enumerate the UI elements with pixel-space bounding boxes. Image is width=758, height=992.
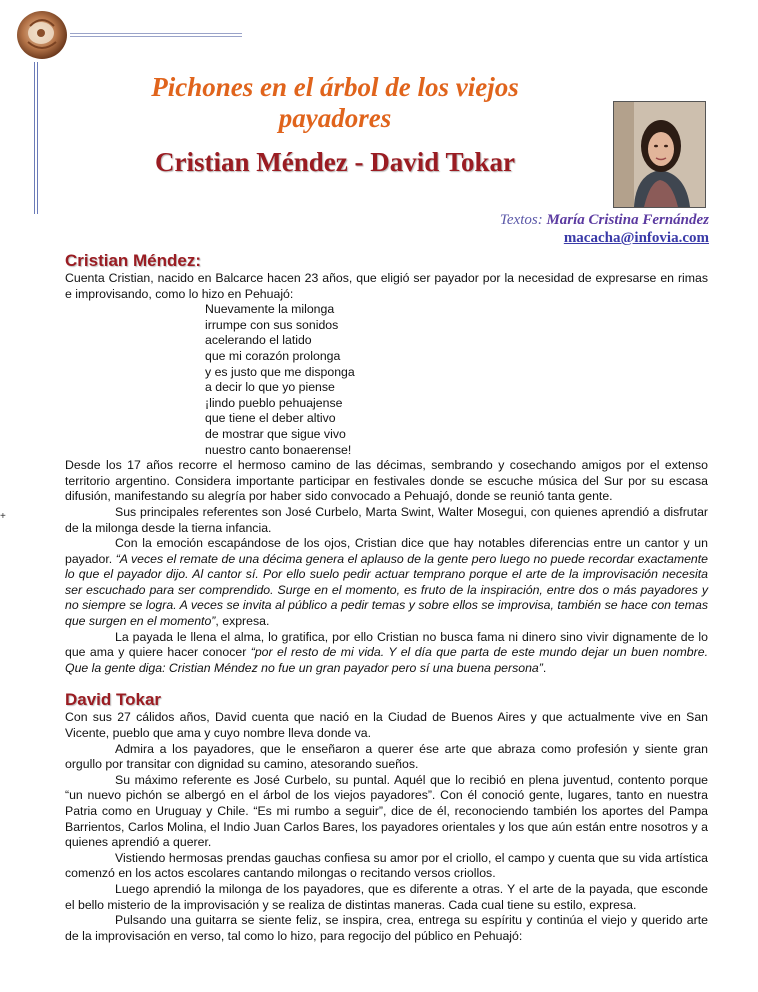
header-rule: [70, 36, 242, 37]
paragraph: Sus principales referentes son José Curbelo, Marta Swint, Walter Mosegui, con quienes aprendió a disfrutar de la milonga desde la tierna infancia.: [65, 504, 708, 535]
paragraph: Admira a los payadores, que le enseñaron a querer ése arte que abraza como profesión y siente gran orgullo por transitar con dignidad su camino, atesorando sueños.: [65, 741, 708, 772]
poem-line: de mostrar que sigue vivo: [205, 426, 346, 441]
paragraph: Luego aprendió la milonga de los payadores, que es diferente a otras. Y el arte de la payada, que esconde el bello misterio de la improvisación y se realiza de distintas maneras. Cada cual tiene su estilo, expresa.: [65, 881, 708, 912]
paragraph: Desde los 17 años recorre el hermoso camino de las décimas, sembrando y cosechando amigos por el extenso territorio argentino. Considera importante participar en festivales donde se escuche música del Sur por su escasa difusión, manifestando su alegría por haber sido convocado a Pehuajó, donde se reunió tanta gente.: [65, 458, 708, 504]
paragraph: Pulsando una guitarra se siente feliz, se inspira, crea, entrega su espíritu y continúa el viejo y querido arte de la improvisación en verso, tal como lo hizo, para regocijo del público en Pehuajó:: [65, 913, 708, 943]
paragraph: Con sus 27 cálidos años, David cuenta que nació en la Ciudad de Buenos Aires y que actualmente vive en San Vicente, pueblo que ama y cuyo nombre lleva donde va.: [65, 710, 708, 741]
poem-line: acelerando el latido: [205, 333, 312, 348]
author-portrait-icon: [614, 102, 705, 207]
poem-line: que mi corazón prolonga: [205, 348, 341, 363]
margin-rule: [34, 62, 35, 214]
paragraph: [65, 536, 708, 630]
paragraph: [65, 630, 708, 677]
text-run: , expresa.: [215, 614, 270, 629]
section-heading-david: David Tokar: [65, 690, 162, 710]
section-heading-cristian: Cristian Méndez:: [65, 251, 202, 270]
poem-line: irrumpe con sus sonidos: [205, 317, 339, 332]
article-body: [65, 251, 708, 944]
credit-block: [500, 211, 709, 247]
margin-rule: [37, 62, 38, 214]
article-title: Pichones en el árbol de los viejos payadores: [151, 72, 519, 133]
poem-line: que tiene el deber altivo: [205, 411, 336, 426]
poem-line: y es justo que me disponga: [205, 364, 355, 379]
poem-line: Nuevamente la milonga: [205, 302, 335, 317]
text-run: Con la emoción escapándose de los ojos, Cristian dice que hay notables diferencias entre un cantor y un payador.: [65, 536, 708, 566]
mate-gourd-icon: [14, 6, 70, 62]
poem-line: ¡lindo pueblo pehuajense: [205, 395, 343, 410]
poem-line: a decir lo que yo piense: [205, 380, 335, 395]
paragraph: Cuenta Cristian, nacido en Balcarce hacen 23 años, que eligió ser payador por la necesidad de expresarse en rimas e improvisando, como lo hizo en Pehuajó:: [65, 271, 708, 301]
poem-line: nuestro canto bonaerense!: [205, 442, 352, 457]
author-photo: [613, 101, 706, 208]
paragraph: Vistiendo hermosas prendas gauchas confiesa su amor por el criollo, el campo y cuenta que su vida artística comenzó en los actos escolares cantando milongas o recitando versos criollos.: [65, 850, 708, 881]
article-subtitle: Cristian Méndez - David Tokar: [154, 147, 516, 177]
author-email-link[interactable]: macacha@infovia.com: [563, 230, 709, 246]
credit-label: Textos:: [499, 212, 543, 228]
header-rule: [70, 33, 242, 34]
text-run: La payada le llena el alma, lo gratifica, por ello Cristian no busca fama ni dinero sino vivir dignamente de lo que ama y quiere hacer conocer: [65, 629, 708, 660]
quote: “A veces el remate de una décima genera el aplauso de la gente pero luego no puede recordar exactamente lo que el payador dijo. Al cantor sí. Por ello suelo pedir actuar temprano porque el arte de la improvisación necesita ser escuchado para ser comprendido. Surge en el momento, es fruto de la inspiración, entre dos o más payadores y no siempre se logra. A veces se invita al público a pedir temas y sobre ellos se improvisa, también se hace con temas que surgen en el momento”: [65, 551, 709, 629]
poem: [205, 302, 708, 458]
crop-mark-icon: +: [0, 511, 6, 522]
quote: “por el resto de mi vida. Y el día que parta de este mundo dejar un buen nombre. Que la gente diga: Cristian Méndez no fue un gran payador pero sí una buena persona”: [65, 645, 708, 675]
paragraph: Su máximo referente es José Curbelo, su puntal. Aquél que lo recibió en plena juventud, contento porque “un nuevo pichón se albergó en el árbol de los viejos payadores”. Con él conoció gente, lugares, tanto en nuestra Patria como en Uruguay y Chile. “Es mi rumbo a seguir”, dice de él, reconociendo también los aportes del Pampa Barrientos, Carlos Molina, el Indio Juan Carlos Bares, los payadores orientales y los que aún están entre nosotros y a quienes aprendió a querer.: [65, 772, 708, 850]
credit-author: María Cristina Fernández: [546, 212, 709, 228]
text-run: .: [542, 660, 547, 675]
